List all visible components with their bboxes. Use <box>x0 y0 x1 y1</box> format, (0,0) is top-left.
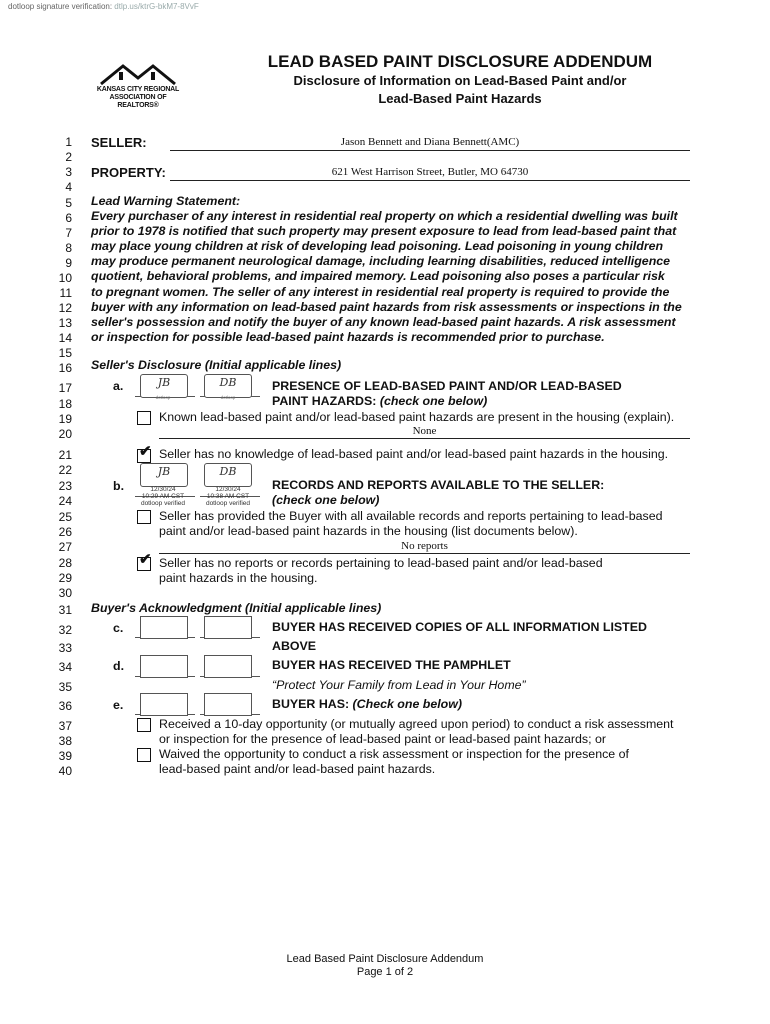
line-number: 28 <box>58 556 72 570</box>
warning-line: may produce permanent neurological damage, including learning disabilities, reduced intelligence <box>91 254 671 269</box>
logo-line2: ASSOCIATION OF REALTORS® <box>109 94 167 109</box>
line-number: 27 <box>58 540 72 554</box>
initial-b2-time: 10:38 AM CST <box>206 493 250 500</box>
initial-b1-verified: dotloop verified <box>140 500 186 507</box>
line-number: 14 <box>58 331 72 345</box>
line-number: 20 <box>58 427 72 441</box>
warning-heading: Lead Warning Statement: <box>91 194 241 208</box>
line-number: 38 <box>58 734 72 748</box>
line-number: 8 <box>65 241 72 255</box>
option-b-provided-line1: Seller has provided the Buyer with all available records and reports pertaining to lead-based <box>159 509 663 523</box>
line-number: 30 <box>58 586 72 600</box>
initial-b1-time: 10:29 AM CST <box>141 493 185 500</box>
seller-initial-b2[interactable] <box>204 463 252 487</box>
footer-title: Lead Based Paint Disclosure Addendum <box>286 953 484 965</box>
line-number: 3 <box>65 165 72 179</box>
item-a-title1: PRESENCE OF LEAD-BASED PAINT AND/OR LEAD-BASED <box>272 379 622 393</box>
checkbox-e-received[interactable] <box>137 718 151 732</box>
logo-text <box>93 86 183 110</box>
item-d-line2: “Protect Your Family from Lead in Your Home” <box>272 678 526 692</box>
line-number: 26 <box>58 525 72 539</box>
document-title: LEAD BASED PAINT DISCLOSURE ADDENDUM <box>267 52 653 71</box>
line-number: 36 <box>58 699 72 713</box>
explain-field-a[interactable]: None <box>159 425 690 439</box>
seller-initial-b1[interactable] <box>140 463 188 487</box>
line-number: 9 <box>65 256 72 270</box>
seller-disclosure-heading: Seller's Disclosure (Initial applicable lines) <box>91 358 342 372</box>
line-number: 7 <box>65 226 72 240</box>
line-number: 12 <box>58 301 72 315</box>
option-e-received-line1: Received a 10-day opportunity (or mutually agreed upon period) to conduct a risk assessment <box>159 717 674 731</box>
item-a-title2-bold: PAINT HAZARDS: <box>272 394 380 408</box>
footer-page-number: Page 1 of 2 <box>356 966 414 978</box>
option-a-no-knowledge: Seller has no knowledge of lead-based paint and/or lead-based paint hazards in the housing. <box>159 447 669 461</box>
initial-b2-text: DB <box>219 465 237 478</box>
item-c-line2: ABOVE <box>272 639 317 653</box>
line-number: 23 <box>58 479 72 493</box>
initial-b2-caption <box>200 486 256 507</box>
item-b-title1: RECORDS AND REPORTS AVAILABLE TO THE SELLER: <box>272 478 605 492</box>
warning-line: seller's possession and notify the buyer of any known lead-based paint hazards. A risk assessment <box>91 314 676 329</box>
line-number: 25 <box>58 510 72 524</box>
option-e-received-line2: or inspection for the presence of lead-based paint or lead-based paint hazards; or <box>159 732 607 746</box>
initial-a1-text: JB <box>157 376 171 389</box>
line-number: 40 <box>58 764 72 778</box>
initial-a2-caption: dotloop <box>220 395 236 400</box>
buyer-initial-d1[interactable] <box>140 655 188 678</box>
line-number: 31 <box>58 603 72 617</box>
line-number: 17 <box>58 381 72 395</box>
initial-b2-verified: dotloop verified <box>205 500 251 507</box>
verification-label: dotloop signature verification: <box>8 2 113 11</box>
initial-b1-caption <box>135 486 191 507</box>
item-c-letter: c. <box>113 621 124 635</box>
item-a-title2 <box>272 394 487 409</box>
warning-line: may place young children at risk of developing lead poisoning. Lead poisoning in young children <box>91 239 664 254</box>
buyer-initial-c2[interactable] <box>204 616 252 639</box>
line-number: 15 <box>58 346 72 360</box>
option-b-provided-line2: paint and/or lead-based paint hazards in the housing (list documents below). <box>159 524 578 538</box>
check-mark-icon: ✔ <box>139 551 152 568</box>
line-number: 35 <box>58 680 72 694</box>
buyer-ack-heading: Buyer's Acknowledgment (Initial applicable lines) <box>91 601 382 615</box>
checkbox-b-provided[interactable] <box>137 510 151 524</box>
checkbox-b-no-reports[interactable] <box>137 551 152 571</box>
warning-line: Every purchaser of any interest in residential real property on which a residential dwelling was built <box>91 209 678 224</box>
line-number: 4 <box>65 180 72 194</box>
item-d-letter: d. <box>113 659 125 673</box>
dotloop-verification <box>8 2 199 11</box>
line-number: 34 <box>58 660 72 674</box>
check-mark-icon: ✔ <box>139 443 152 460</box>
footer <box>0 953 770 979</box>
line-number: 24 <box>58 494 72 508</box>
property-field[interactable]: 621 West Harrison Street, Butler, MO 64730 <box>170 166 690 181</box>
checkbox-e-waived[interactable] <box>137 748 151 762</box>
item-b-title2: (check one below) <box>272 493 380 507</box>
line-number: 19 <box>58 412 72 426</box>
buyer-initial-e1[interactable] <box>140 693 188 716</box>
initial-b1-date: 12/30/24 <box>150 486 176 493</box>
line-number: 11 <box>59 286 72 300</box>
property-label: PROPERTY: <box>91 165 166 180</box>
line-number: 10 <box>58 271 72 285</box>
item-e-letter: e. <box>113 698 124 712</box>
initial-a2-text: DB <box>219 376 237 389</box>
checkbox-a-no-knowledge[interactable] <box>137 443 152 463</box>
line-number: 5 <box>65 196 72 210</box>
warning-body <box>91 209 693 345</box>
item-b-letter: b. <box>113 479 125 493</box>
warning-line: prior to 1978 is notified that such property may present exposure to lead from lead-based paint that <box>91 224 677 239</box>
item-e-title-ital: (Check one below) <box>352 697 463 711</box>
line-number: 32 <box>58 623 72 637</box>
line-number: 18 <box>58 397 72 411</box>
line-number: 33 <box>58 641 72 655</box>
initial-b2-date: 12/30/24 <box>215 486 241 493</box>
item-a-letter: a. <box>113 379 124 393</box>
buyer-initial-c1[interactable] <box>140 616 188 639</box>
option-b-no-reports-line2: paint hazards in the housing. <box>159 571 318 585</box>
line-number: 1 <box>65 135 72 149</box>
logo-line1: KANSAS CITY REGIONAL <box>96 86 180 93</box>
subtitle-line2: Lead-Based Paint Hazards <box>378 91 542 106</box>
line-number: 13 <box>58 316 72 330</box>
warning-line: buyer with any information on lead-based paint hazards from risk assessments or inspections in the <box>91 299 682 314</box>
line-number: 37 <box>58 719 72 733</box>
buyer-initial-d2[interactable] <box>204 655 252 678</box>
warning-line: or inspection for possible lead-based paint hazards is recommended prior to purchase. <box>91 329 605 344</box>
initial-b1-text: JB <box>157 465 171 478</box>
option-e-waived-line2: lead-based paint and/or lead-based paint hazards. <box>159 762 436 776</box>
initial-a1-caption: dotloop <box>155 395 171 400</box>
subtitle-line1: Disclosure of Information on Lead-Based Paint and/or <box>293 73 627 88</box>
line-number: 2 <box>65 150 72 164</box>
option-a-known: Known lead-based paint and/or lead-based paint hazards are present in the housing (explain). <box>159 410 675 424</box>
line-number: 22 <box>58 463 72 477</box>
checkbox-a-known[interactable] <box>137 411 151 425</box>
item-e-title <box>272 697 462 712</box>
line-number: 16 <box>58 361 72 375</box>
option-b-no-reports-line1: Seller has no reports or records pertaining to lead-based paint and/or lead-based <box>159 556 603 570</box>
item-a-title2-ital: (check one below) <box>379 394 488 408</box>
item-e-title-bold: BUYER HAS: <box>272 697 353 711</box>
option-e-waived-line1: Waived the opportunity to conduct a risk assessment or inspection for the presence of <box>159 747 629 761</box>
buyer-initial-e2[interactable] <box>204 693 252 716</box>
line-number: 6 <box>65 211 72 225</box>
item-c-line1: BUYER HAS RECEIVED COPIES OF ALL INFORMATION LISTED <box>272 620 647 634</box>
line-number: 21 <box>58 448 72 462</box>
document-subtitle <box>250 72 670 108</box>
seller-label: SELLER: <box>91 135 147 150</box>
lead-warning-statement <box>91 194 693 345</box>
warning-line: quotient, behavioral problems, and impaired memory. Lead poisoning also poses a particular risk <box>91 269 665 284</box>
line-number: 39 <box>58 749 72 763</box>
seller-field[interactable]: Jason Bennett and Diana Bennett(AMC) <box>170 136 690 151</box>
verification-link[interactable]: dtlp.us/ktrG-bkM7-8VvF <box>114 2 199 11</box>
warning-line: to pregnant women. The seller of any interest in residential real property is required to provide the <box>91 284 670 299</box>
documents-field-b[interactable]: No reports <box>159 540 690 554</box>
item-d-line1: BUYER HAS RECEIVED THE PAMPHLET <box>272 658 511 672</box>
line-number: 29 <box>58 571 72 585</box>
